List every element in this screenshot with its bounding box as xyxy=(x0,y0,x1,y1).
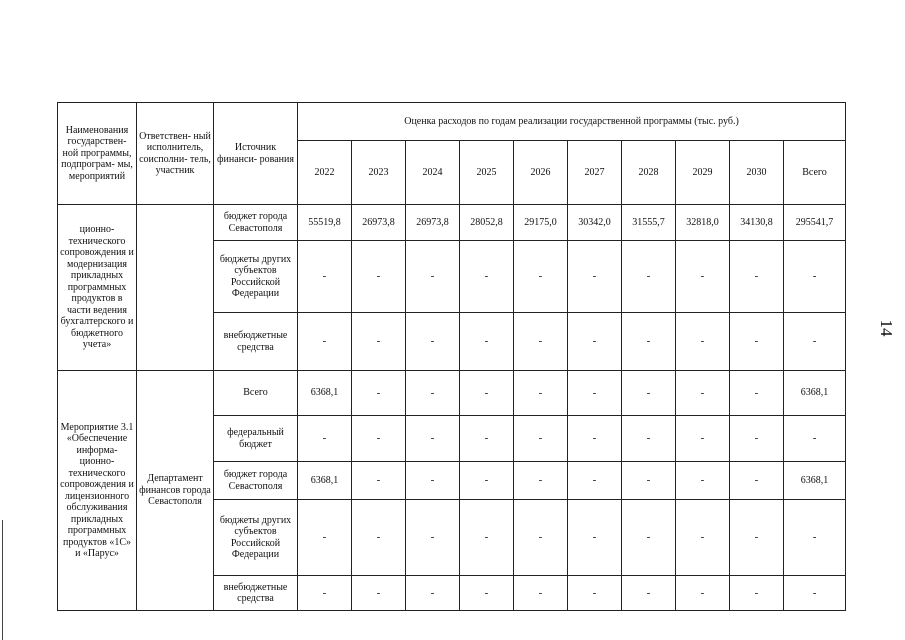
value-cell: - xyxy=(622,462,676,500)
value-cell: - xyxy=(730,462,784,500)
header-year: 2023 xyxy=(352,141,406,205)
value-cell: - xyxy=(568,371,622,416)
value-cell: 30342,0 xyxy=(568,205,622,241)
header-program-name: Наименования государствен- ной программы, подпрограм- мы, мероприятий xyxy=(58,103,137,205)
source-cell: внебюджетные средства xyxy=(214,576,298,611)
value-cell: - xyxy=(676,241,730,313)
source-cell: федеральный бюджет xyxy=(214,416,298,462)
source-cell: бюджеты других субъектов Российской Федерации xyxy=(214,500,298,576)
table-row xyxy=(58,205,846,241)
source-cell: бюджеты других субъектов Российской Федерации xyxy=(214,241,298,313)
value-cell: 28052,8 xyxy=(460,205,514,241)
value-cell: - xyxy=(514,416,568,462)
value-cell: - xyxy=(730,500,784,576)
value-cell: 26973,8 xyxy=(406,205,460,241)
value-cell: - xyxy=(460,416,514,462)
value-cell: - xyxy=(352,462,406,500)
header-year: 2024 xyxy=(406,141,460,205)
value-cell: - xyxy=(676,576,730,611)
program-name-cell: ционно-технического сопровождения и модернизация прикладных программных продуктов в части ведения бухгалтерского и бюджетного учета» xyxy=(58,205,137,371)
value-cell: - xyxy=(460,500,514,576)
value-cell: - xyxy=(568,241,622,313)
source-cell: бюджет города Севастополя xyxy=(214,462,298,500)
value-cell: - xyxy=(568,313,622,371)
value-cell: - xyxy=(406,462,460,500)
value-cell: - xyxy=(352,241,406,313)
total-cell: 6368,1 xyxy=(784,462,846,500)
total-cell: - xyxy=(784,241,846,313)
value-cell: - xyxy=(460,313,514,371)
header-funding-source: Источник финанси- рования xyxy=(214,103,298,205)
value-cell: - xyxy=(676,416,730,462)
value-cell: - xyxy=(352,313,406,371)
value-cell: - xyxy=(406,500,460,576)
value-cell: 6368,1 xyxy=(298,371,352,416)
header-row-1 xyxy=(58,103,846,141)
program-name-cell: Мероприятие 3.1 «Обеспечение информа- ционно-технического сопровождения и лицензионного обслуживания прикладных программных продуктов «1С» и «Парус» xyxy=(58,371,137,611)
value-cell: - xyxy=(298,576,352,611)
value-cell: - xyxy=(406,371,460,416)
table-row xyxy=(58,371,846,416)
source-cell: бюджет города Севастополя xyxy=(214,205,298,241)
value-cell: - xyxy=(460,241,514,313)
value-cell: - xyxy=(460,462,514,500)
header-total: Всего xyxy=(784,141,846,205)
executor-cell: Департамент финансов города Севастополя xyxy=(137,371,214,611)
value-cell: 31555,7 xyxy=(622,205,676,241)
value-cell: - xyxy=(676,500,730,576)
header-year: 2028 xyxy=(622,141,676,205)
value-cell: - xyxy=(406,313,460,371)
total-cell: - xyxy=(784,313,846,371)
value-cell: - xyxy=(622,371,676,416)
value-cell: 26973,8 xyxy=(352,205,406,241)
value-cell: - xyxy=(514,371,568,416)
value-cell: - xyxy=(514,576,568,611)
value-cell: - xyxy=(622,500,676,576)
source-cell: Всего xyxy=(214,371,298,416)
value-cell: - xyxy=(352,500,406,576)
total-cell: - xyxy=(784,416,846,462)
header-year: 2025 xyxy=(460,141,514,205)
value-cell: 34130,8 xyxy=(730,205,784,241)
value-cell: - xyxy=(352,576,406,611)
value-cell: - xyxy=(514,462,568,500)
value-cell: - xyxy=(568,576,622,611)
value-cell: - xyxy=(352,371,406,416)
value-cell: - xyxy=(406,241,460,313)
value-cell: - xyxy=(298,416,352,462)
value-cell: - xyxy=(298,500,352,576)
value-cell: - xyxy=(514,500,568,576)
total-cell: - xyxy=(784,500,846,576)
value-cell: - xyxy=(460,576,514,611)
value-cell: - xyxy=(730,313,784,371)
total-cell: 6368,1 xyxy=(784,371,846,416)
value-cell: - xyxy=(568,416,622,462)
value-cell: - xyxy=(568,462,622,500)
header-estimate: Оценка расходов по годам реализации государственной программы (тыс. руб.) xyxy=(298,103,846,141)
total-cell: - xyxy=(784,576,846,611)
scan-edge-line xyxy=(2,520,3,640)
value-cell: - xyxy=(730,371,784,416)
value-cell: - xyxy=(298,313,352,371)
value-cell: - xyxy=(622,241,676,313)
value-cell: - xyxy=(676,313,730,371)
header-year: 2026 xyxy=(514,141,568,205)
header-year: 2027 xyxy=(568,141,622,205)
value-cell: - xyxy=(730,576,784,611)
total-cell: 295541,7 xyxy=(784,205,846,241)
value-cell: - xyxy=(622,416,676,462)
source-cell: внебюджетные средства xyxy=(214,313,298,371)
value-cell: - xyxy=(514,313,568,371)
expenditure-table xyxy=(57,102,846,611)
header-year: 2022 xyxy=(298,141,352,205)
value-cell: - xyxy=(298,241,352,313)
value-cell: - xyxy=(568,500,622,576)
value-cell: - xyxy=(730,416,784,462)
value-cell: - xyxy=(676,462,730,500)
executor-cell xyxy=(137,205,214,371)
value-cell: - xyxy=(460,371,514,416)
value-cell: 55519,8 xyxy=(298,205,352,241)
value-cell: - xyxy=(406,576,460,611)
value-cell: - xyxy=(622,576,676,611)
header-year: 2029 xyxy=(676,141,730,205)
header-year: 2030 xyxy=(730,141,784,205)
value-cell: 32818,0 xyxy=(676,205,730,241)
value-cell: 29175,0 xyxy=(514,205,568,241)
value-cell: - xyxy=(730,241,784,313)
value-cell: 6368,1 xyxy=(298,462,352,500)
value-cell: - xyxy=(676,371,730,416)
page-number: 14 xyxy=(877,319,896,337)
value-cell: - xyxy=(406,416,460,462)
header-executor: Ответствен- ный исполнитель, соисполни- тель, участник xyxy=(137,103,214,205)
value-cell: - xyxy=(352,416,406,462)
value-cell: - xyxy=(622,313,676,371)
value-cell: - xyxy=(514,241,568,313)
